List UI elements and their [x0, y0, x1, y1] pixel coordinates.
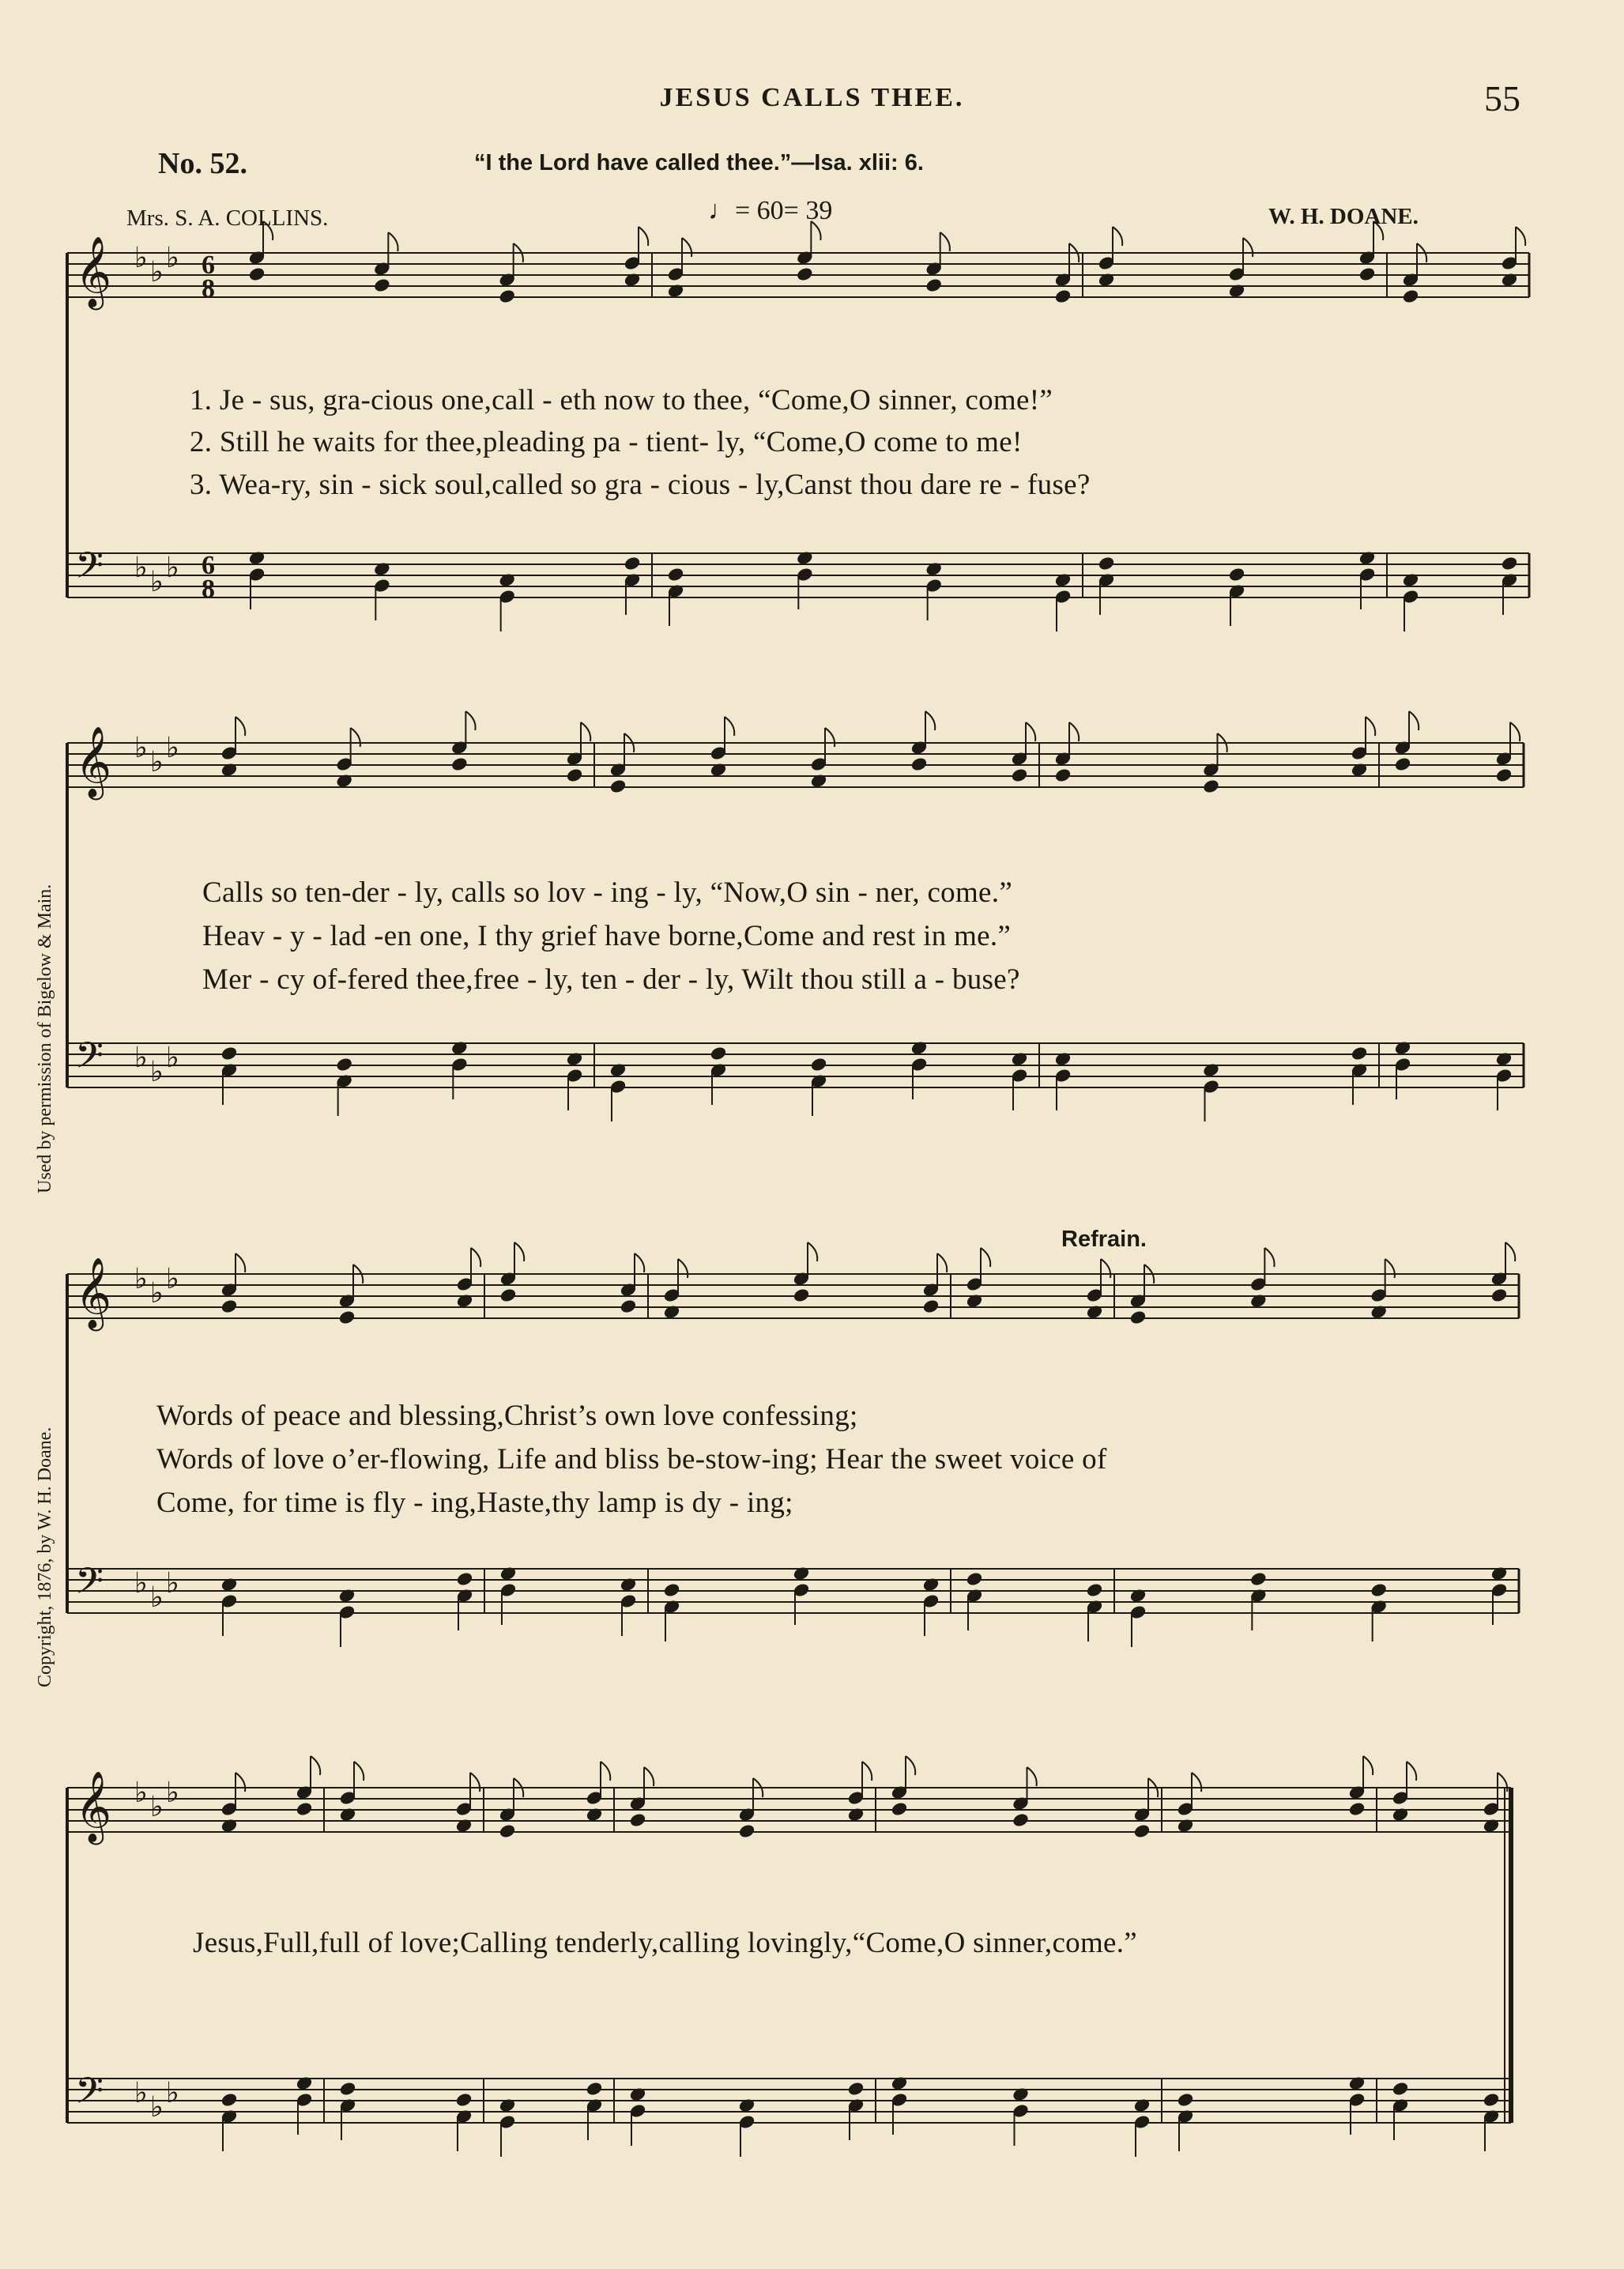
- note-flag: [1027, 1767, 1037, 1786]
- note-flag: [940, 232, 950, 251]
- flat-icon: ♭: [150, 1581, 164, 1614]
- note-head: [1351, 1046, 1368, 1061]
- note-flag: [1373, 221, 1383, 240]
- note-flag: [906, 1756, 915, 1775]
- note-head: [499, 1823, 516, 1838]
- note-head: [296, 1801, 313, 1816]
- note-head: [609, 778, 627, 793]
- flat-icon: ♭: [166, 242, 179, 274]
- lyric-line: Jesus,Full,full of love;Calling tenderly,calling lovingly,“Come,O sinner,come.”: [193, 1927, 1138, 1959]
- note-head: [566, 767, 583, 782]
- note-head: [1348, 1801, 1366, 1816]
- note-head: [891, 1801, 908, 1816]
- note-flag: [1363, 1756, 1373, 1775]
- bass-clef-icon: 𝄢: [75, 1035, 104, 1086]
- note-flag: [644, 1767, 654, 1786]
- note-flag: [351, 728, 360, 747]
- note-flag: [1505, 1242, 1515, 1261]
- note-flag: [470, 1773, 480, 1792]
- note-head: [220, 1046, 238, 1061]
- note-flag: [1243, 238, 1253, 257]
- note-flag: [811, 221, 820, 240]
- note-head: [373, 277, 390, 292]
- flat-icon: ♭: [150, 256, 164, 288]
- flat-icon: ♭: [166, 732, 179, 764]
- note-head: [220, 2092, 238, 2107]
- note-head: [336, 1057, 353, 1072]
- flat-icon: ♭: [166, 1263, 179, 1295]
- flat-icon: ♭: [134, 1042, 148, 1074]
- time-signature-numerator: 6: [202, 251, 215, 280]
- note-flag: [1069, 722, 1079, 741]
- page-title: JESUS CALLS THEE.: [659, 83, 965, 112]
- note-flag: [682, 238, 691, 257]
- note-head: [667, 567, 684, 582]
- note-flag: [862, 1762, 872, 1781]
- note-head: [248, 266, 266, 281]
- note-head: [710, 1046, 727, 1061]
- lyric-line: Words of peace and blessing,Christ’s own love confessing;: [156, 1400, 858, 1432]
- note-head: [499, 288, 516, 303]
- note-head: [738, 1823, 755, 1838]
- note-flag: [1510, 722, 1520, 741]
- note-flag: [235, 1253, 245, 1272]
- note-head: [1249, 1571, 1267, 1586]
- note-flag: [1026, 722, 1035, 741]
- flat-icon: ♭: [150, 1277, 164, 1310]
- note-flag: [388, 232, 398, 251]
- lyric-line: 2. Still he waits for thee,pleading pa - tient- ly, “Come,O come to me!: [190, 426, 1023, 458]
- note-flag: [235, 717, 245, 736]
- flat-icon: ♭: [134, 1567, 148, 1600]
- bass-clef-icon: 𝄢: [75, 545, 104, 596]
- note-head: [1358, 266, 1376, 281]
- flat-icon: ♭: [166, 1777, 179, 1809]
- time-signature-denominator: 8: [202, 274, 215, 303]
- note-head: [1086, 1582, 1103, 1597]
- lyric-line: Words of love o’er-flowing, Life and bliss be-stow-ing; Hear the sweet voice of: [156, 1443, 1107, 1476]
- flat-icon: ♭: [134, 2077, 148, 2109]
- note-flag: [635, 1253, 644, 1272]
- note-head: [1011, 767, 1028, 782]
- note-head: [1501, 556, 1518, 571]
- hymn-number: No. 52.: [158, 147, 247, 180]
- lyric-line: Heav - y - lad -en one, I thy grief have borne,Come and rest in me.”: [202, 920, 1012, 952]
- note-head: [1129, 1310, 1147, 1325]
- note-flag: [354, 1762, 364, 1781]
- note-flag: [1192, 1773, 1201, 1792]
- note-head: [663, 1582, 680, 1597]
- note-head: [220, 1298, 238, 1314]
- note-head: [629, 1812, 646, 1827]
- flat-icon: ♭: [134, 1263, 148, 1295]
- note-flag: [808, 1242, 817, 1261]
- note-head: [339, 2081, 356, 2096]
- note-flag: [678, 1259, 688, 1278]
- note-flag: [1366, 717, 1375, 736]
- tempo-marking: ♩= 60= 39: [708, 196, 833, 225]
- note-flag: [825, 728, 835, 747]
- note-flag: [465, 711, 475, 730]
- treble-clef-icon: 𝄞: [75, 1771, 112, 1842]
- refrain-label: Refrain.: [1061, 1227, 1147, 1252]
- note-head: [455, 2092, 473, 2107]
- note-head: [620, 1298, 637, 1314]
- note-head: [450, 756, 468, 771]
- lyric-line: Mer - cy of-fered thee,free - ly, ten - der - ly, Wilt thou still a - buse?: [202, 963, 1020, 996]
- note-flag: [1264, 1248, 1274, 1267]
- note-head: [456, 1571, 473, 1586]
- flat-icon: ♭: [166, 1042, 179, 1074]
- flat-icon: ♭: [166, 1567, 179, 1600]
- flat-icon: ♭: [134, 552, 148, 584]
- note-flag: [1113, 227, 1122, 246]
- note-head: [338, 1310, 356, 1325]
- treble-clef-icon: 𝄞: [75, 236, 112, 307]
- note-head: [1098, 556, 1115, 571]
- note-flag: [1516, 227, 1525, 246]
- note-head: [1483, 2092, 1500, 2107]
- note-head: [925, 277, 943, 292]
- note-flag: [471, 1248, 480, 1267]
- treble-clef-icon: 𝄞: [75, 1257, 112, 1329]
- note-flag: [1407, 1762, 1416, 1781]
- note-flag: [311, 1756, 320, 1775]
- flat-icon: ♭: [134, 1777, 148, 1809]
- treble-clef-icon: 𝄞: [75, 726, 112, 797]
- note-flag: [1409, 711, 1419, 730]
- time-signature-denominator: 8: [202, 575, 215, 604]
- flat-icon: ♭: [150, 2091, 164, 2124]
- flat-icon: ♭: [150, 1056, 164, 1088]
- note-head: [793, 1287, 810, 1302]
- note-flag: [725, 717, 734, 736]
- note-head: [586, 2081, 603, 2096]
- note-head: [1054, 767, 1072, 782]
- note-head: [1054, 288, 1072, 303]
- note-head: [1392, 2081, 1409, 2096]
- note-flag: [514, 1242, 524, 1261]
- note-head: [910, 756, 928, 771]
- note-head: [1133, 1823, 1151, 1838]
- note-head: [499, 1287, 517, 1302]
- note-head: [1394, 756, 1411, 771]
- flat-icon: ♭: [150, 566, 164, 598]
- note-flag: [937, 1253, 947, 1272]
- composer: W. H. DOANE.: [1268, 204, 1419, 229]
- flat-icon: ♭: [166, 2077, 179, 2109]
- note-flag: [1101, 1259, 1110, 1278]
- permission-note: Used by permission of Bigelow & Main.: [35, 884, 55, 1193]
- note-flag: [235, 1773, 245, 1792]
- note-head: [810, 1057, 827, 1072]
- lyricist: Mrs. S. A. COLLINS.: [126, 205, 329, 231]
- note-head: [796, 266, 813, 281]
- note-flag: [263, 221, 273, 240]
- note-head: [1177, 2092, 1194, 2107]
- note-head: [1495, 767, 1513, 782]
- note-flag: [981, 1248, 990, 1267]
- flat-icon: ♭: [134, 242, 148, 274]
- flat-icon: ♭: [166, 552, 179, 584]
- note-head: [1228, 567, 1245, 582]
- flat-icon: ♭: [150, 1791, 164, 1823]
- lyric-line: Calls so ten-der - ly, calls so lov - ing - ly, “Now,O sin - ner, come.”: [202, 876, 1013, 909]
- note-head: [966, 1571, 983, 1586]
- note-head: [1402, 288, 1419, 303]
- page-number: 55: [1484, 78, 1520, 119]
- flat-icon: ♭: [134, 732, 148, 764]
- note-head: [624, 556, 641, 571]
- flat-icon: ♭: [150, 746, 164, 778]
- note-head: [922, 1298, 940, 1314]
- note-flag: [1498, 1773, 1507, 1792]
- lyric-line: 3. Wea-ry, sin - sick soul,called so gra - cious - ly,Canst thou dare re - fuse?: [190, 469, 1091, 501]
- note-flag: [639, 227, 648, 246]
- note-flag: [1385, 1259, 1395, 1278]
- note-flag: [601, 1762, 610, 1781]
- lyric-line: Come, for time is fly - ing,Haste,thy lamp is dy - ing;: [156, 1487, 793, 1519]
- note-head: [1203, 778, 1220, 793]
- scripture-reference: “I the Lord have called thee.”—Isa. xlii: 6.: [474, 150, 924, 175]
- note-flag: [581, 722, 590, 741]
- copyright-note: Copyright, 1876, by W. H. Doane.: [35, 1427, 55, 1687]
- note-flag: [925, 711, 935, 730]
- bass-clef-icon: 𝄢: [75, 1560, 104, 1611]
- note-head: [1370, 1582, 1388, 1597]
- lyric-line: 1. Je - sus, gra-cious one,call - eth now to thee, “Come,O sinner, come!”: [190, 384, 1053, 416]
- note-head: [1012, 1812, 1030, 1827]
- note-head: [847, 2081, 865, 2096]
- bass-clef-icon: 𝄢: [75, 2070, 104, 2121]
- note-head: [1490, 1287, 1508, 1302]
- time-signature-numerator: 6: [202, 551, 215, 580]
